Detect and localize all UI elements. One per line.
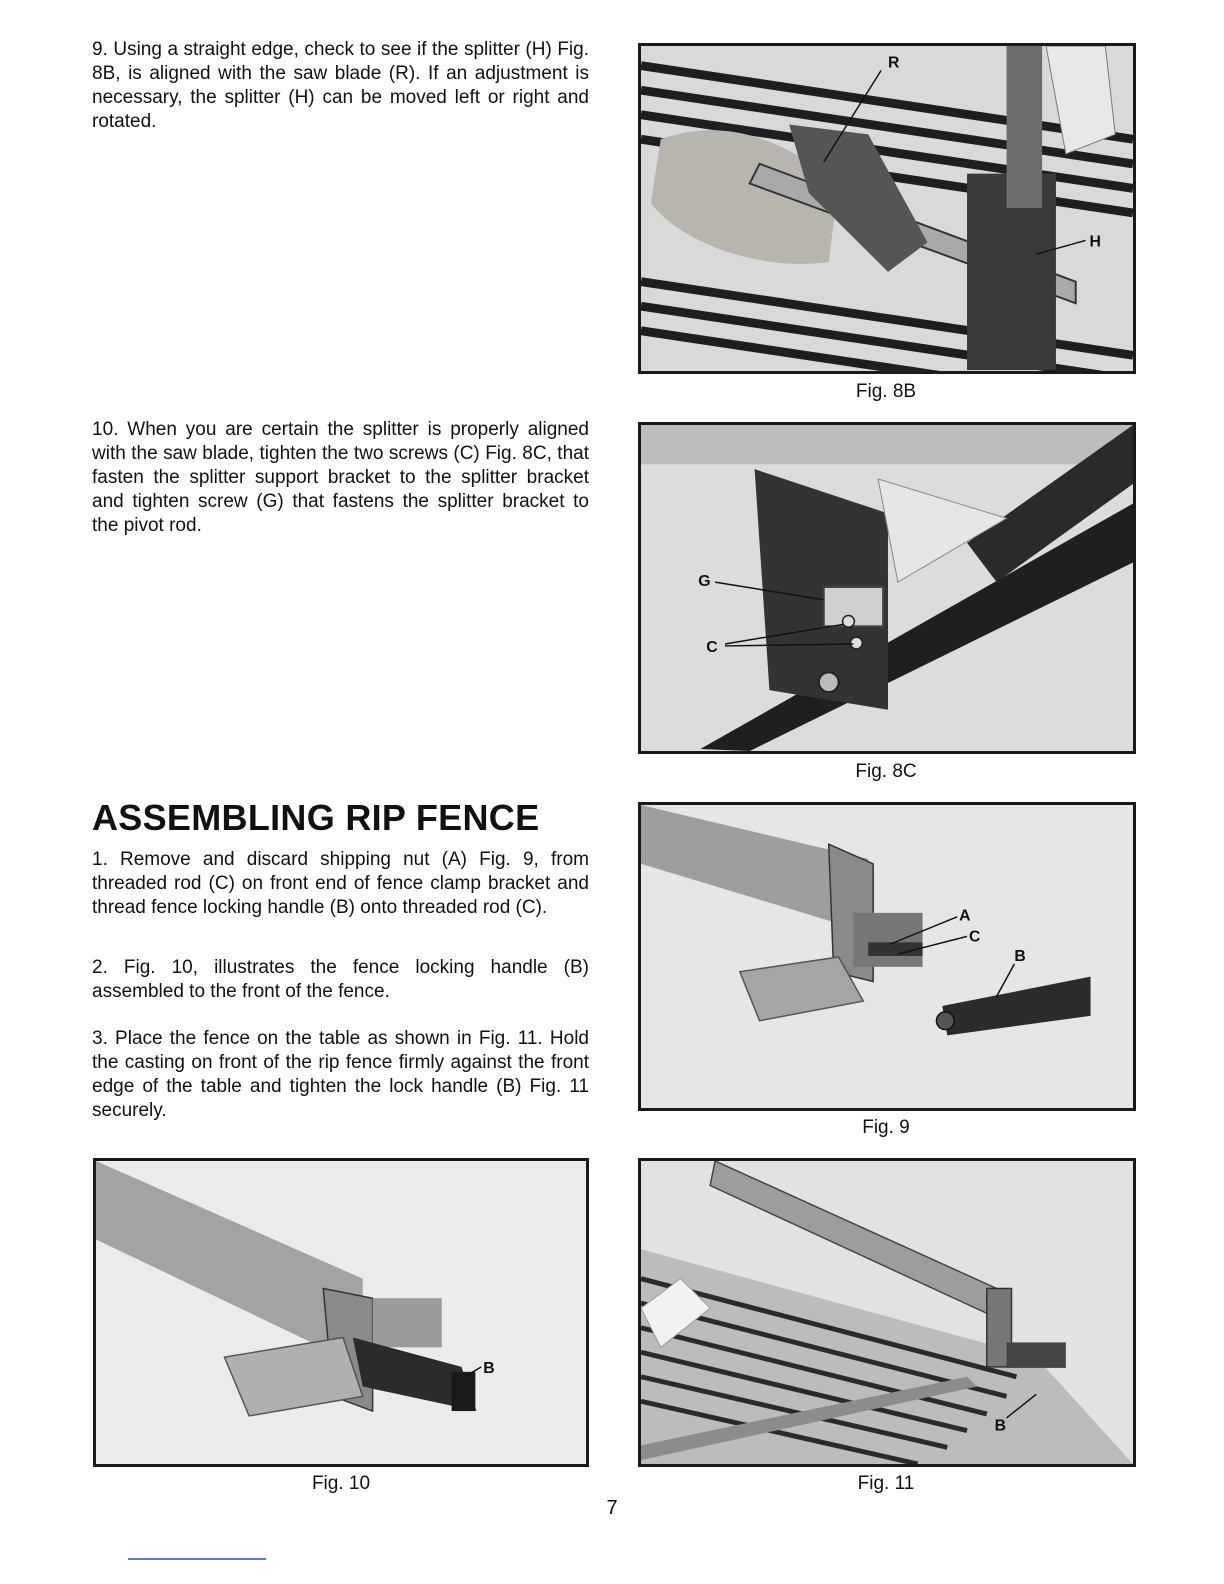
figure-10-illustration xyxy=(96,1161,586,1464)
section-heading: ASSEMBLING RIP FENCE xyxy=(92,797,540,838)
figure-10-photo xyxy=(93,1158,589,1467)
figure-8b-photo xyxy=(638,43,1136,374)
caption-fig-9: Fig. 9 xyxy=(862,1117,910,1138)
figure-8b-illustration xyxy=(641,46,1133,371)
figure-9-illustration xyxy=(641,805,1133,1108)
step-10-text: 10. When you are certain the splitter is properly aligned with the saw blade, tighten the two screws (C) Fig. 8C, that fasten the splitter support bracket to the splitter bracket and tighten screw (G) that fastens the splitter bracket to the pivot rod. xyxy=(92,419,589,536)
caption-fig-8c: Fig. 8C xyxy=(855,761,917,782)
step-3-text: 3. Place the fence on the table as shown in Fig. 11. Hold the casting on front of the rip fence firmly against the front edge of the table and tighten the lock handle (B) Fig. 11 securely. xyxy=(92,1028,589,1121)
figure-9-photo xyxy=(638,802,1136,1111)
figure-11-illustration xyxy=(641,1161,1133,1464)
label-h: H xyxy=(1089,233,1101,251)
footer-rule xyxy=(128,1558,266,1560)
caption-fig-8b: Fig. 8B xyxy=(855,381,917,402)
label-b: B xyxy=(483,1359,495,1377)
figure-8c-illustration xyxy=(641,425,1133,751)
figure-8c-photo xyxy=(638,422,1136,754)
label-b: B xyxy=(1014,947,1026,965)
page-number: 7 xyxy=(606,1497,618,1519)
label-b: B xyxy=(994,1417,1007,1435)
label-c: C xyxy=(706,638,718,656)
label-r: R xyxy=(887,54,900,72)
label-a: A xyxy=(959,907,971,925)
step-2-text: 2. Fig. 10, illustrates the fence locking handle (B) assembled to the front of the fence. xyxy=(92,957,589,1002)
caption-fig-11: Fig. 11 xyxy=(857,1473,915,1494)
caption-fig-10: Fig. 10 xyxy=(311,1473,371,1494)
figure-11-photo xyxy=(638,1158,1136,1467)
step-9-text: 9. Using a straight edge, check to see if the splitter (H) Fig. 8B, is aligned with the saw blade (R). If an adjustment is necessary, the splitter (H) can be moved left or right and rotated. xyxy=(92,39,589,132)
step-1-text: 1. Remove and discard shipping nut (A) Fig. 9, from threaded rod (C) on front end of fence clamp bracket and thread fence locking handle (B) onto threaded rod (C). xyxy=(92,849,589,918)
label-g: G xyxy=(698,573,711,591)
label-c: C xyxy=(969,928,981,946)
